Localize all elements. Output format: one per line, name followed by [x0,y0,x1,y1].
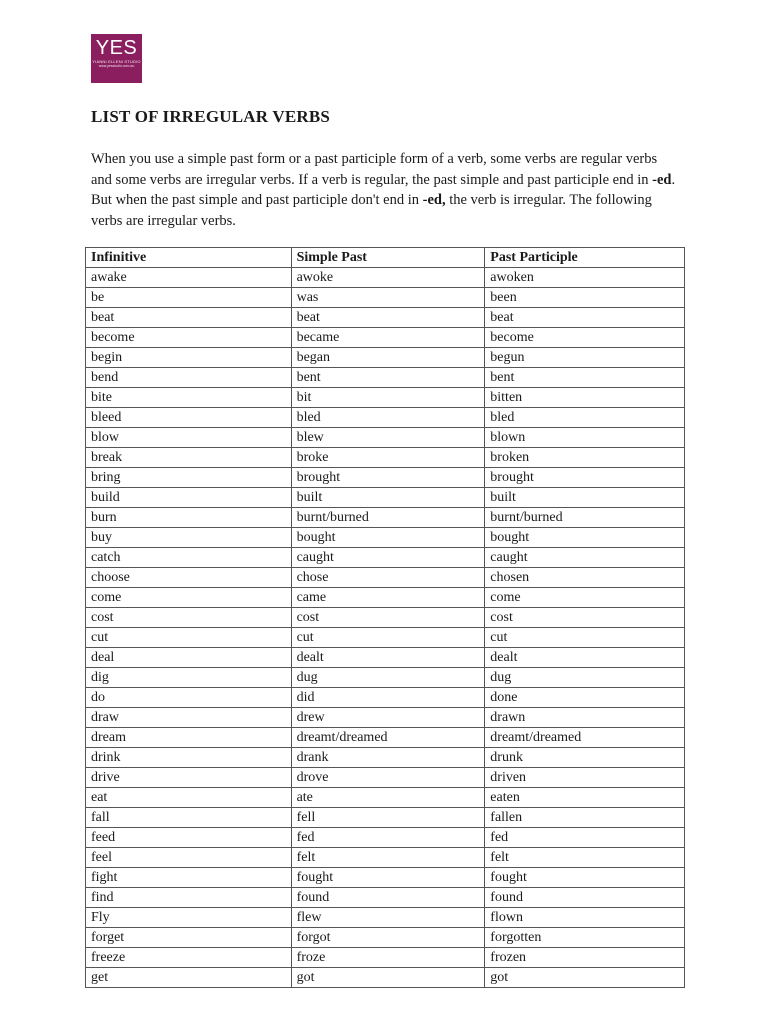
table-row [86,908,685,928]
cell-past-participle: chosen [485,568,685,588]
cell-past-participle: frozen [485,948,685,968]
cell-past-participle: found [485,888,685,908]
cell-past-participle: eaten [485,788,685,808]
cell-infinitive: eat [86,788,292,808]
table-row [86,708,685,728]
cell-infinitive: come [86,588,292,608]
cell-infinitive: deal [86,648,292,668]
logo-text: YES [95,37,138,59]
table-row [86,608,685,628]
cell-simple-past: came [291,588,485,608]
cell-past-participle: drawn [485,708,685,728]
table-row [86,288,685,308]
table-row [86,508,685,528]
table-row [86,948,685,968]
cell-simple-past: chose [291,568,485,588]
table-row [86,728,685,748]
cell-simple-past: became [291,328,485,348]
cell-infinitive: catch [86,548,292,568]
logo-url: www.yesstudio.com.au [98,64,135,68]
table-row [86,448,685,468]
cell-past-participle: brought [485,468,685,488]
cell-simple-past: fell [291,808,485,828]
cell-simple-past: drove [291,768,485,788]
cell-infinitive: bend [86,368,292,388]
cell-infinitive: do [86,688,292,708]
header-past-participle: Past Participle [485,248,685,268]
intro-bold-ed-2: -ed, [422,192,446,208]
table-row [86,968,685,988]
cell-infinitive: freeze [86,948,292,968]
table-row [86,388,685,408]
cell-infinitive: break [86,448,292,468]
cell-infinitive: Fly [86,908,292,928]
cell-past-participle: beat [485,308,685,328]
cell-infinitive: draw [86,708,292,728]
cell-simple-past: bled [291,408,485,428]
cell-past-participle: cost [485,608,685,628]
cell-infinitive: cost [86,608,292,628]
cell-simple-past: found [291,888,485,908]
table-row [86,788,685,808]
cell-infinitive: drink [86,748,292,768]
cell-past-participle: dreamt/dreamed [485,728,685,748]
cell-infinitive: bleed [86,408,292,428]
cell-simple-past: bought [291,528,485,548]
table-row [86,408,685,428]
cell-simple-past: dug [291,668,485,688]
cell-infinitive: bring [86,468,292,488]
table-row [86,308,685,328]
cell-past-participle: cut [485,628,685,648]
table-row [86,648,685,668]
cell-simple-past: cost [291,608,485,628]
cell-infinitive: burn [86,508,292,528]
cell-simple-past: built [291,488,485,508]
cell-past-participle: bent [485,368,685,388]
intro-bold-ed: -ed [652,171,672,188]
page-title: LIST OF IRREGULAR VERBS [91,107,331,126]
table-row [86,688,685,708]
table-row [86,828,685,848]
cell-simple-past: forgot [291,928,485,948]
cell-infinitive: get [86,968,292,988]
cell-simple-past: drew [291,708,485,728]
table-row [86,368,685,388]
cell-simple-past: awoke [291,268,485,288]
cell-past-participle: dug [485,668,685,688]
table-row [86,628,685,648]
cell-infinitive: dream [86,728,292,748]
cell-infinitive: buy [86,528,292,548]
cell-infinitive: fight [86,868,292,888]
table-row [86,868,685,888]
cell-infinitive: choose [86,568,292,588]
cell-simple-past: cut [291,628,485,648]
cell-simple-past: felt [291,848,485,868]
table-row [86,468,685,488]
cell-simple-past: blew [291,428,485,448]
cell-past-participle: driven [485,768,685,788]
cell-infinitive: fall [86,808,292,828]
cell-simple-past: dreamt/dreamed [291,728,485,748]
cell-past-participle: felt [485,848,685,868]
cell-past-participle: forgotten [485,928,685,948]
cell-past-participle: fallen [485,808,685,828]
cell-simple-past: froze [291,948,485,968]
cell-infinitive: beat [86,308,292,328]
cell-past-participle: caught [485,548,685,568]
table-body [86,268,685,988]
cell-simple-past: beat [291,308,485,328]
cell-infinitive: cut [86,628,292,648]
cell-past-participle: bought [485,528,685,548]
table-row [86,268,685,288]
table-row [86,748,685,768]
cell-past-participle: begun [485,348,685,368]
intro-text-3: the verb is irregular. The following verbs are irregular verbs. [91,192,652,229]
cell-past-participle: got [485,968,685,988]
cell-infinitive: feel [86,848,292,868]
cell-simple-past: bit [291,388,485,408]
cell-past-participle: burnt/burned [485,508,685,528]
cell-infinitive: drive [86,768,292,788]
cell-simple-past: burnt/burned [291,508,485,528]
cell-simple-past: bent [291,368,485,388]
irregular-verbs-table [85,247,685,988]
table-row [86,428,685,448]
cell-past-participle: been [485,288,685,308]
table-row [86,888,685,908]
table-header-row [86,248,685,268]
cell-past-participle: drunk [485,748,685,768]
cell-infinitive: find [86,888,292,908]
brand-logo [91,34,142,83]
header-infinitive: Infinitive [86,248,292,268]
cell-infinitive: awake [86,268,292,288]
table-row [86,568,685,588]
intro-text-2: . But when the past simple and past participle don't end in [91,171,676,208]
cell-past-participle: dealt [485,648,685,668]
cell-past-participle: fed [485,828,685,848]
cell-past-participle: awoken [485,268,685,288]
cell-simple-past: was [291,288,485,308]
intro-text-1: When you use a simple past form or a past participle form of a verb, some verbs are regular verbs and some verbs are irregular verbs. If a verb is regular, the past simple and past participle end in [91,151,658,188]
cell-simple-past: flew [291,908,485,928]
cell-past-participle: bitten [485,388,685,408]
cell-past-participle: come [485,588,685,608]
cell-past-participle: fought [485,868,685,888]
table-row [86,808,685,828]
cell-simple-past: did [291,688,485,708]
cell-simple-past: began [291,348,485,368]
table-row [86,348,685,368]
cell-infinitive: forget [86,928,292,948]
table-row [86,668,685,688]
cell-simple-past: caught [291,548,485,568]
cell-simple-past: drank [291,748,485,768]
cell-past-participle: built [485,488,685,508]
cell-infinitive: become [86,328,292,348]
cell-infinitive: be [86,288,292,308]
table-row [86,588,685,608]
cell-infinitive: bite [86,388,292,408]
cell-infinitive: feed [86,828,292,848]
header-simple-past: Simple Past [291,248,485,268]
cell-simple-past: brought [291,468,485,488]
cell-past-participle: become [485,328,685,348]
cell-infinitive: build [86,488,292,508]
cell-past-participle: done [485,688,685,708]
intro-paragraph [91,149,681,231]
cell-past-participle: bled [485,408,685,428]
cell-infinitive: begin [86,348,292,368]
table-row [86,768,685,788]
table-row [86,328,685,348]
cell-past-participle: broken [485,448,685,468]
table-row [86,488,685,508]
table-row [86,928,685,948]
cell-infinitive: dig [86,668,292,688]
cell-infinitive: blow [86,428,292,448]
cell-past-participle: flown [485,908,685,928]
cell-simple-past: broke [291,448,485,468]
cell-past-participle: blown [485,428,685,448]
cell-simple-past: fought [291,868,485,888]
logo-subtitle: YIANNI ELLENI STUDIO [92,59,141,64]
cell-simple-past: got [291,968,485,988]
cell-simple-past: fed [291,828,485,848]
cell-simple-past: dealt [291,648,485,668]
cell-simple-past: ate [291,788,485,808]
table-row [86,528,685,548]
table-row [86,548,685,568]
table-row [86,848,685,868]
